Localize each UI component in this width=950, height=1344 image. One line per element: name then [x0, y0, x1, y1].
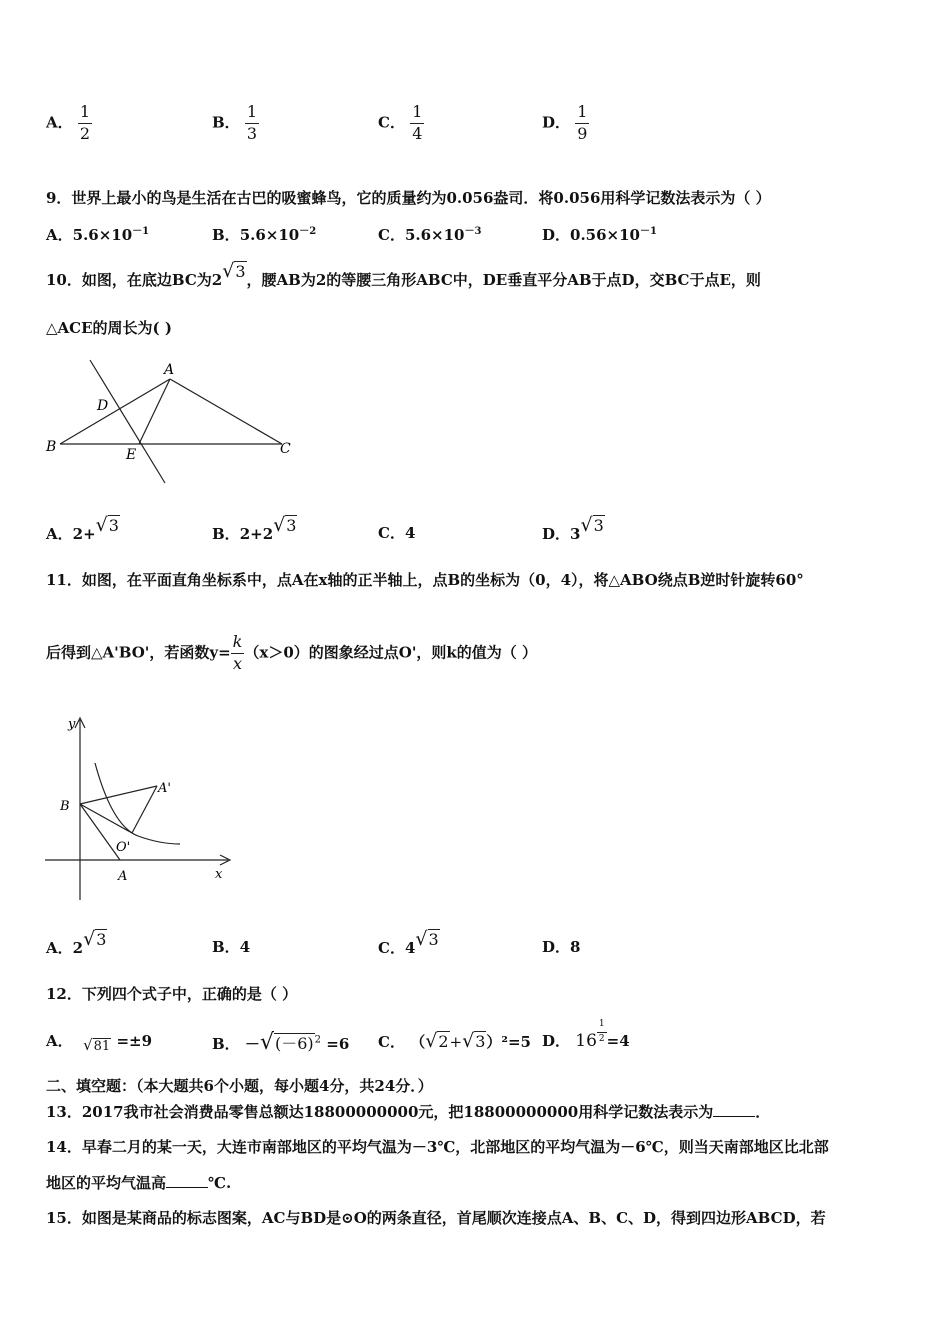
q8-option-d: D． $\frac{1}{9}$ — [542, 102, 588, 143]
q10-option-a: A．2+√3 — [46, 514, 119, 543]
q8-option-c-fraction: $\frac{1}{4}$ — [412, 102, 423, 143]
segment-ba-prime — [80, 786, 157, 804]
hyperbola-curve — [95, 763, 180, 844]
q8-option-b-fraction: $\frac{1}{3}$ — [246, 102, 258, 143]
q13-question: 13．2017我市社会消费品零售总额达18800000000元，把18800000000用科学记数法表示为 ． — [46, 1103, 771, 1121]
label-x: x — [215, 867, 223, 882]
q11-option-a: A．2√3 — [46, 928, 107, 957]
q14-line2: 地区的平均气温高 ℃. — [46, 1174, 232, 1192]
segment-ac — [170, 379, 282, 444]
segment-bo-prime — [80, 804, 132, 833]
q10-option-d: D．3√3 — [542, 514, 604, 543]
q11-stem-line2: 后得到△A'BO'，若函数y= $\frac{k}{x}$ （x＞0）的图象经过点O'，则k的值为（ ） — [46, 632, 538, 673]
label-c: C — [280, 441, 291, 457]
label-e: E — [126, 447, 137, 463]
label-o-prime: O' — [116, 840, 131, 855]
q10-option-b: B．2+2√3 — [212, 514, 297, 543]
label-a: A — [164, 362, 175, 378]
q12-stem: 12．下列四个式子中，正确的是（ ） — [46, 985, 298, 1003]
q8-option-c: C． $\frac{1}{4}$ — [378, 102, 423, 143]
label-y: y — [68, 717, 76, 732]
q8-option-d-fraction: $\frac{1}{9}$ — [577, 102, 588, 143]
label-b: B — [46, 439, 57, 455]
q14-answer-blank[interactable] — [166, 1187, 208, 1188]
q11-k-over-x: $\frac{k}{x}$ — [232, 632, 243, 673]
label-a: A — [118, 869, 128, 884]
q11-option-d: D．8 — [542, 938, 581, 956]
q11-option-b: B．4 — [212, 938, 251, 956]
q10-sqrt: √3 — [222, 260, 246, 282]
q8-option-a-fraction: $\frac{1}{2}$ — [79, 102, 91, 143]
q9-option-a: A．$5.6\times 10^{-1}$ — [46, 226, 150, 244]
q8-option-a: A． $\frac{1}{2}$ — [46, 102, 91, 143]
q10-stem-line2: △ACE的周长为( ) — [46, 319, 172, 337]
q11-stem-line1: 11．如图，在平面直角坐标系中，点A在x轴的正半轴上，点B的坐标为（0，4），将△ABO绕点B逆时针旋转60° — [46, 571, 804, 589]
label-b: B — [60, 799, 70, 814]
label-d: D — [97, 398, 109, 414]
segment-a-prime-o-prime — [132, 786, 157, 833]
line-de — [90, 360, 165, 483]
q12-option-a: A． √81 =±9 — [46, 1032, 153, 1054]
q8-option-b: B． $\frac{1}{3}$ — [212, 102, 258, 143]
q15-stem: 15．如图是某商品的标志图案，AC与BD是⊙O的两条直径，首尾顺次连接点A、B、C、D，得到四边形ABCD，若 — [46, 1209, 826, 1227]
q9-option-d: D．$0.56\times 10^{-1}$ — [542, 226, 657, 244]
q11-coordinate-figure — [40, 708, 240, 908]
q9-stem: 9．世界上最小的鸟是生活在古巴的吸蜜蜂鸟，它的质量约为0.056盎司．将0.056用科学记数法表示为（ ） — [46, 189, 771, 207]
q10-option-c: C．4 — [378, 524, 416, 542]
q12-option-d: D． 16 $\frac{1}{2}$ =4 — [542, 1019, 630, 1051]
q9-option-b: B．$5.6\times 10^{-2}$ — [212, 226, 317, 244]
q14-line1: 14．早春二月的某一天，大连市南部地区的平均气温为－3℃，北部地区的平均气温为－6℃，则当天南部地区比北部 — [46, 1138, 829, 1156]
q10-stem-line1: 10．如图，在底边BC为2√3，腰AB为2的等腰三角形ABC中，DE垂直平分AB于点D，交BC于点E，则 — [46, 260, 761, 289]
segment-ab — [60, 379, 170, 444]
section-2-heading: 二、填空题：（本大题共6个小题，每小题4分，共24分．） — [46, 1077, 433, 1095]
q12-option-b: B． $-√(-6)^2 =6$ — [212, 1030, 350, 1055]
q9-option-c: C．$5.6\times 10^{-3}$ — [378, 226, 482, 244]
q10-triangle-figure — [40, 352, 300, 492]
label-a-prime: A' — [158, 781, 171, 796]
q12-option-c: C． （√2+√3）²=5 — [378, 1030, 531, 1052]
q13-answer-blank[interactable] — [713, 1116, 755, 1117]
q11-option-c: C．4√3 — [378, 928, 439, 957]
